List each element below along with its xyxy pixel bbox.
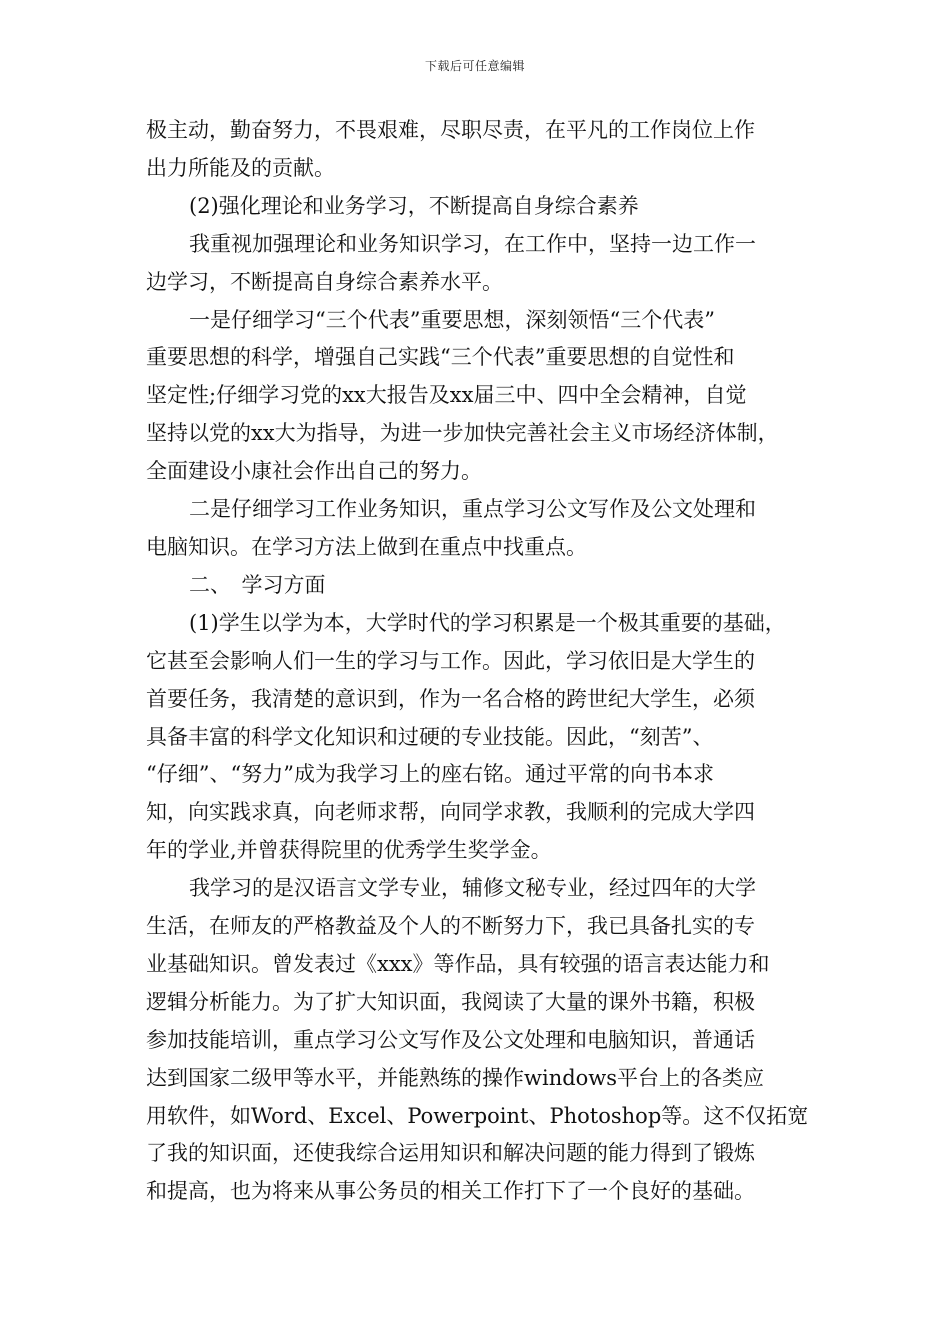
- text-line: 极主动，勤奋努力，不畏艰难，尽职尽责，在平凡的工作岗位上作: [146, 118, 755, 142]
- text-line: 具备丰富的科学文化知识和过硬的专业技能。因此，“刻苦”、: [146, 724, 714, 749]
- text-line: 二、 学习方面: [189, 572, 326, 597]
- text-line: 业基础知识。曾发表过《xxx》等作品，具有较强的语言表达能力和: [146, 951, 770, 976]
- text-line: 坚持以党的xx大为指导，为进一步加快完善社会主义市场经济体制，: [146, 421, 779, 446]
- text-line: “仔细”、“努力”成为我学习上的座右铭。通过平常的向书本求: [146, 762, 714, 787]
- text-line: 全面建设小康社会作出自己的努力。: [146, 459, 482, 484]
- text-line: 达到国家二级甲等水平，并能熟练的操作windows平台上的各类应: [146, 1065, 765, 1090]
- text-line: 重要思想的科学，增强自己实践“三个代表”重要思想的自觉性和: [146, 345, 735, 370]
- text-line: 逻辑分析能力。为了扩大知识面，我阅读了大量的课外书籍，积极: [146, 989, 755, 1014]
- text-line: (1)学生以学为本，大学时代的学习积累是一个极其重要的基础，: [189, 610, 786, 635]
- text-line: 边学习，不断提高自身综合素养水平。: [146, 269, 503, 294]
- document-body: [146, 112, 810, 1211]
- text-line: 生活，在师友的严格教益及个人的不断努力下，我已具备扎实的专: [146, 914, 755, 939]
- text-line: 参加技能培训，重点学习公文写作及公文处理和电脑知识，普通话: [146, 1027, 755, 1052]
- text-line: 和提高，也为将来从事公务员的相关工作打下了一个良好的基础。: [146, 1179, 755, 1204]
- text-line: 二是仔细学习工作业务知识，重点学习公文写作及公文处理和: [189, 497, 756, 522]
- text-line: 出力所能及的贡献。: [146, 155, 335, 180]
- page-header: 下载后可任意编辑: [424, 59, 525, 73]
- text-line: 它甚至会影响人们一生的学习与工作。因此，学习依旧是大学生的: [146, 648, 755, 673]
- text-line: (2)强化理论和业务学习，不断提高自身综合素养: [189, 193, 639, 218]
- text-line: 电脑知识。在学习方法上做到在重点中找重点。: [146, 534, 587, 559]
- text-line: 年的学业,并曾获得院里的优秀学生奖学金。: [146, 838, 552, 863]
- text-line: 了我的知识面，还使我综合运用知识和解决问题的能力得到了锻炼: [146, 1141, 755, 1166]
- text-line: 我重视加强理论和业务知识学习，在工作中，坚持一边工作一: [189, 231, 756, 256]
- text-line: 我学习的是汉语言文学专业，辅修文秘专业，经过四年的大学: [189, 876, 756, 901]
- text-line: 坚定性;仔细学习党的xx大报告及xx届三中、四中全会精神，自觉: [146, 383, 747, 408]
- text-line: 用软件，如Word、Excel、Powerpoint、Photoshop等。这不仅拓宽: [146, 1103, 809, 1128]
- text-line: 一是仔细学习“三个代表”重要思想，深刻领悟“三个代表”: [189, 307, 715, 332]
- text-line: 知，向实践求真，向老师求帮，向同学求教，我顺利的完成大学四: [146, 800, 755, 825]
- text-line: 首要任务，我清楚的意识到，作为一名合格的跨世纪大学生，必须: [146, 686, 755, 711]
